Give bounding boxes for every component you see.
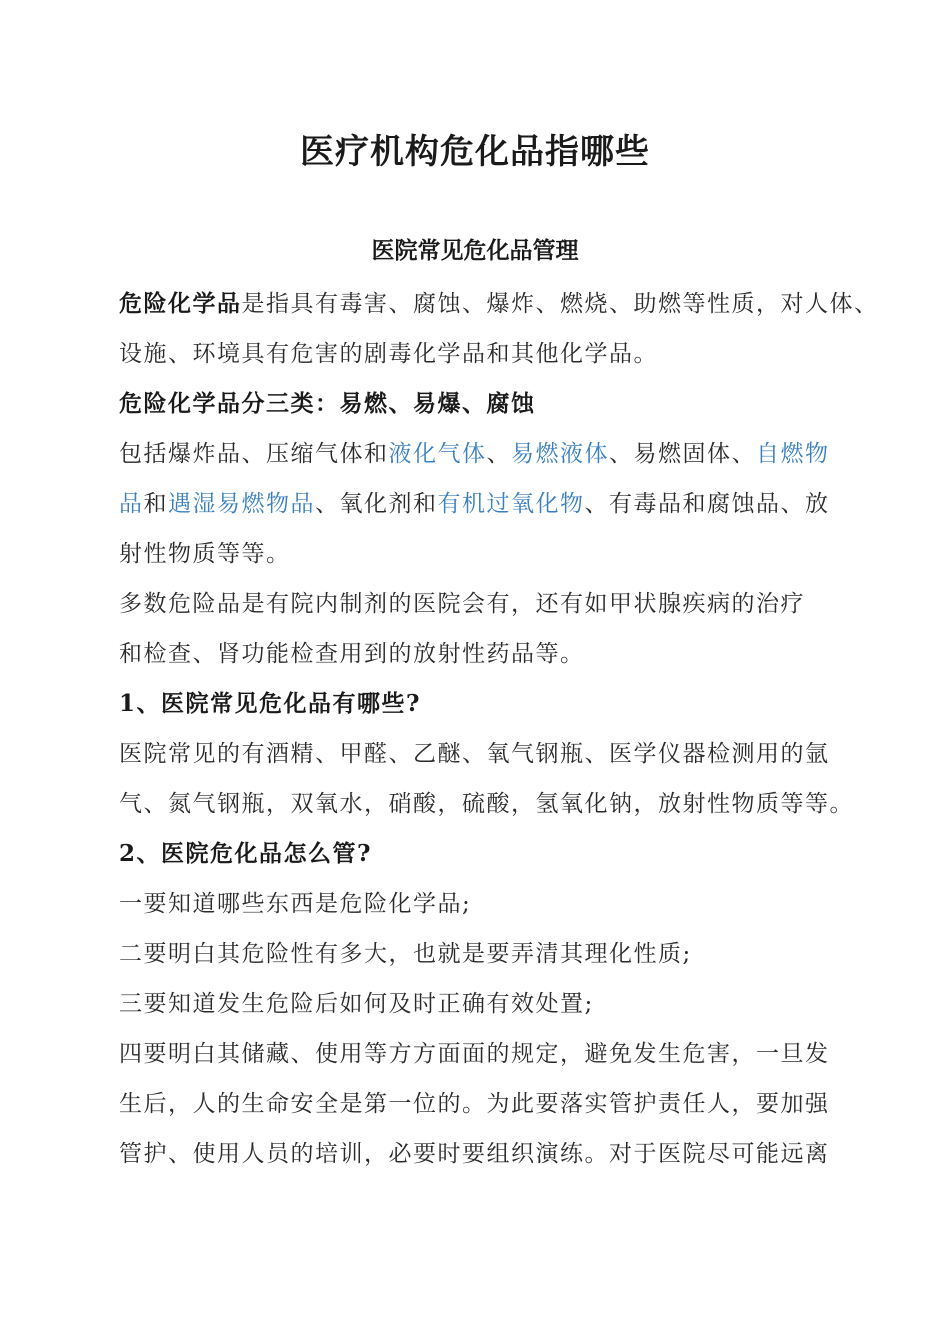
link-spontaneous-combustible-part2[interactable]: 品 (119, 491, 144, 517)
hospital-paragraph-line-1: 多数危险品是有院内制剂的医院会有，还有如甲状腺疾病的治疗 (119, 591, 805, 617)
includes-text: 包括爆炸品、压缩气体和 (119, 441, 389, 467)
answer-1-line-1: 医院常见的有酒精、甲醛、乙醚、氧气钢瓶、医学仪器检测用的氩 (119, 741, 830, 767)
answer-2-item-4-line-3: 管护、使用人员的培训，必要时要组织演练。对于医院尽可能远离 (119, 1141, 830, 1167)
categories-heading: 危险化学品分三类：易燃、易爆、腐蚀 (119, 390, 536, 417)
includes-text: 和 (143, 491, 168, 517)
answer-2-item-4-line-2: 生后，人的生命安全是第一位的。为此要落实管护责任人，要加强 (119, 1091, 830, 1117)
hospital-paragraph-line-2: 和检查、肾功能检查用到的放射性药品等。 (119, 641, 585, 667)
answer-2-item-3: 三要知道发生危险后如何及时正确有效处置; (119, 991, 594, 1017)
includes-line-1 (119, 435, 830, 468)
question-1-heading: 1、医院常见危化品有哪些? (119, 690, 421, 717)
answer-2-item-1: 一要知道哪些东西是危险化学品; (119, 891, 472, 917)
includes-text: 、易燃固体、 (609, 441, 756, 467)
includes-text: 、有毒品和腐蚀品、放 (584, 491, 830, 517)
answer-1-line-2: 气、氮气钢瓶，双氧水，硝酸，硫酸，氢氧化钠，放射性物质等等。 (119, 791, 854, 817)
link-organic-peroxide[interactable]: 有机过氧化物 (437, 491, 585, 517)
definition-line-1 (119, 285, 879, 318)
link-liquefied-gas[interactable]: 液化气体 (388, 441, 487, 467)
question-2-heading: 2、医院危化品怎么管? (119, 840, 372, 867)
answer-2-item-2: 二要明白其危险性有多大，也就是要弄清其理化性质; (119, 941, 692, 967)
answer-2-item-4-line-1: 四要明白其储藏、使用等方方面面的规定，避免发生危害，一旦发 (119, 1041, 830, 1067)
definition-text-1: 是指具有毒害、腐蚀、爆炸、燃烧、助燃等性质，对人体、 (241, 291, 879, 317)
includes-line-3: 射性物质等等。 (119, 541, 291, 567)
includes-line-2 (119, 485, 830, 518)
link-flammable-liquid[interactable]: 易燃液体 (511, 441, 609, 467)
link-dangerous-when-wet[interactable]: 遇湿易燃物品 (168, 491, 315, 517)
includes-text: 、 (486, 441, 511, 467)
page-title: 医疗机构危化品指哪些 (300, 132, 650, 172)
link-spontaneous-combustible-part1[interactable]: 自燃物 (756, 441, 830, 467)
definition-term: 危险化学品 (119, 290, 242, 317)
includes-text: 、氧化剂和 (315, 491, 438, 517)
definition-line-2: 设施、环境具有危害的剧毒化学品和其他化学品。 (119, 341, 658, 367)
section-subtitle: 医院常见危化品管理 (371, 237, 579, 264)
